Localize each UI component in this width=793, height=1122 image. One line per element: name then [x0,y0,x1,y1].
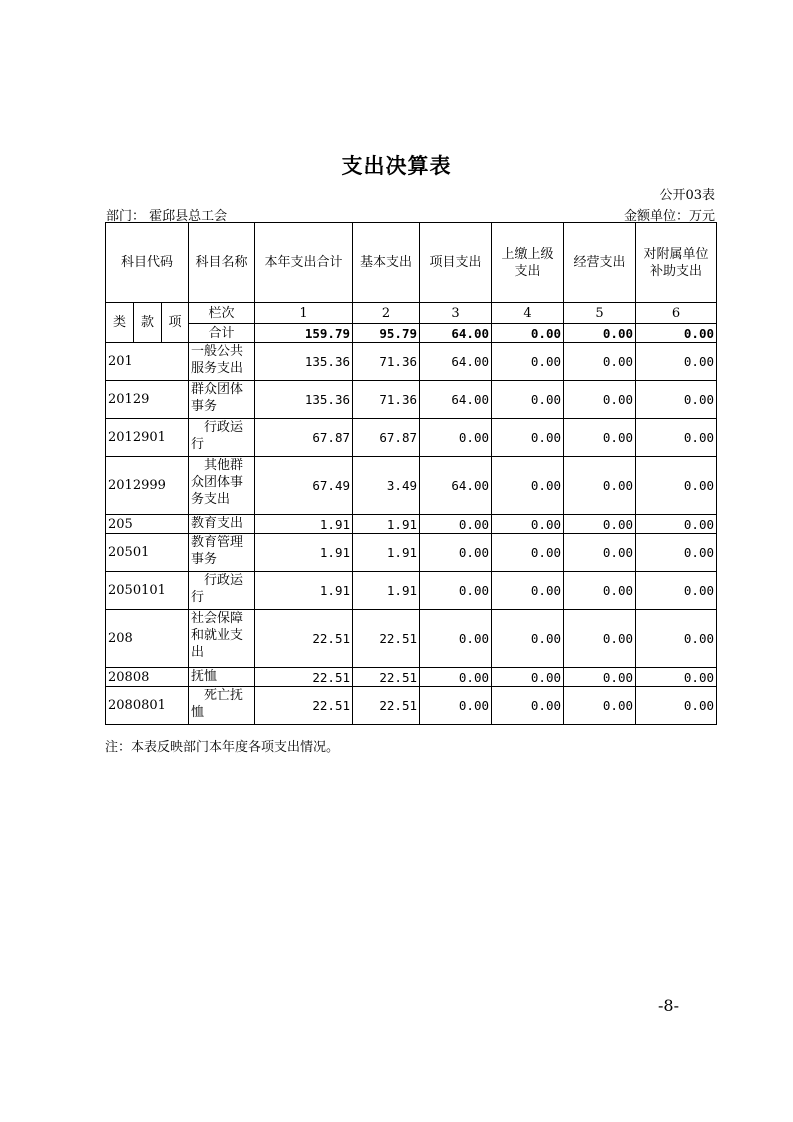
header-col-1: 本年支出合计 [255,223,353,303]
row-value-2: 22.51 [353,687,420,725]
col-num-2: 2 [353,303,420,324]
form-number: 公开03表 [659,188,715,203]
row-value-1: 67.87 [255,419,353,457]
row-value-6: 0.00 [636,534,717,572]
row-value-6: 0.00 [636,687,717,725]
row-value-3: 64.00 [420,343,492,381]
row-value-2: 71.36 [353,343,420,381]
row-name: 一般公共服务支出 [189,343,255,381]
row-value-3: 64.00 [420,381,492,419]
row-value-3: 64.00 [420,457,492,515]
total-value-5: 0.00 [564,324,636,343]
footnote: 注：本表反映部门本年度各项支出情况。 [105,740,340,755]
row-value-6: 0.00 [636,457,717,515]
row-value-4: 0.00 [492,610,564,668]
page-title: 支出决算表 [341,154,452,178]
row-value-5: 0.00 [564,343,636,381]
row-value-3: 0.00 [420,534,492,572]
row-value-5: 0.00 [564,457,636,515]
table-row [106,572,717,610]
header-kuan: 款 [134,303,162,343]
total-value-6: 0.00 [636,324,717,343]
row-code: 201 [106,343,189,381]
table-row [106,381,717,419]
table-row [106,610,717,668]
department-label: 部门： 霍邱县总工会 [106,209,228,224]
row-value-4: 0.00 [492,381,564,419]
sub-header-row [106,303,717,324]
header-col-4: 上缴上级支出 [492,223,564,303]
header-code: 科目代码 [106,223,189,303]
row-code: 2080801 [106,687,189,725]
row-value-6: 0.00 [636,515,717,534]
col-num-1: 1 [255,303,353,324]
table-row [106,419,717,457]
row-value-2: 3.49 [353,457,420,515]
row-code: 20501 [106,534,189,572]
row-value-4: 0.00 [492,343,564,381]
row-value-1: 135.36 [255,381,353,419]
row-value-1: 67.49 [255,457,353,515]
row-value-4: 0.00 [492,534,564,572]
row-value-3: 0.00 [420,419,492,457]
row-value-6: 0.00 [636,419,717,457]
row-code: 20808 [106,668,189,687]
col-num-5: 5 [564,303,636,324]
row-value-2: 1.91 [353,515,420,534]
row-value-3: 0.00 [420,515,492,534]
row-value-5: 0.00 [564,534,636,572]
header-row [106,223,717,303]
row-value-2: 1.91 [353,572,420,610]
row-name: 行政运行 [189,572,255,610]
row-value-5: 0.00 [564,419,636,457]
col-num-6: 6 [636,303,717,324]
row-name: 死亡抚恤 [189,687,255,725]
row-code: 2012901 [106,419,189,457]
row-value-2: 22.51 [353,610,420,668]
row-value-2: 67.87 [353,419,420,457]
row-name: 教育管理事务 [189,534,255,572]
row-code: 208 [106,610,189,668]
row-value-6: 0.00 [636,343,717,381]
total-value-4: 0.00 [492,324,564,343]
table-row [106,534,717,572]
row-value-5: 0.00 [564,668,636,687]
row-name: 抚恤 [189,668,255,687]
row-value-5: 0.00 [564,381,636,419]
row-value-4: 0.00 [492,572,564,610]
row-value-3: 0.00 [420,668,492,687]
header-col-2: 基本支出 [353,223,420,303]
total-label: 合计 [189,324,255,343]
row-value-1: 135.36 [255,343,353,381]
row-value-4: 0.00 [492,687,564,725]
table-row [106,343,717,381]
total-value-3: 64.00 [420,324,492,343]
row-code: 2012999 [106,457,189,515]
row-name: 社会保障和就业支出 [189,610,255,668]
header-col-6: 对附属单位补助支出 [636,223,717,303]
row-value-4: 0.00 [492,515,564,534]
row-value-6: 0.00 [636,572,717,610]
header-lanci: 栏次 [189,303,255,324]
header-lei: 类 [106,303,134,343]
row-value-1: 1.91 [255,515,353,534]
row-value-6: 0.00 [636,381,717,419]
row-name: 教育支出 [189,515,255,534]
row-value-5: 0.00 [564,515,636,534]
row-value-2: 22.51 [353,668,420,687]
row-name: 行政运行 [189,419,255,457]
table-row [106,457,717,515]
row-name: 其他群众团体事务支出 [189,457,255,515]
amount-unit-label: 金额单位：万元 [623,209,715,224]
total-value-1: 159.79 [255,324,353,343]
row-code: 205 [106,515,189,534]
row-value-1: 22.51 [255,668,353,687]
page-number: -8- [658,996,679,1015]
col-num-4: 4 [492,303,564,324]
total-value-2: 95.79 [353,324,420,343]
row-code: 20129 [106,381,189,419]
header-name: 科目名称 [189,223,255,303]
total-row [106,324,717,343]
row-value-4: 0.00 [492,668,564,687]
col-num-3: 3 [420,303,492,324]
table-row [106,668,717,687]
row-value-5: 0.00 [564,610,636,668]
row-value-1: 1.91 [255,534,353,572]
expenditure-table [105,222,717,725]
row-value-1: 22.51 [255,610,353,668]
header-col-3: 项目支出 [420,223,492,303]
row-code: 2050101 [106,572,189,610]
row-value-2: 71.36 [353,381,420,419]
row-value-3: 0.00 [420,610,492,668]
row-value-6: 0.00 [636,610,717,668]
row-name: 群众团体事务 [189,381,255,419]
row-value-3: 0.00 [420,687,492,725]
row-value-3: 0.00 [420,572,492,610]
row-value-1: 1.91 [255,572,353,610]
table-row [106,515,717,534]
header-col-5: 经营支出 [564,223,636,303]
row-value-6: 0.00 [636,668,717,687]
row-value-4: 0.00 [492,457,564,515]
row-value-4: 0.00 [492,419,564,457]
header-xiang: 项 [162,303,189,343]
row-value-5: 0.00 [564,687,636,725]
row-value-5: 0.00 [564,572,636,610]
table-row [106,687,717,725]
row-value-2: 1.91 [353,534,420,572]
row-value-1: 22.51 [255,687,353,725]
